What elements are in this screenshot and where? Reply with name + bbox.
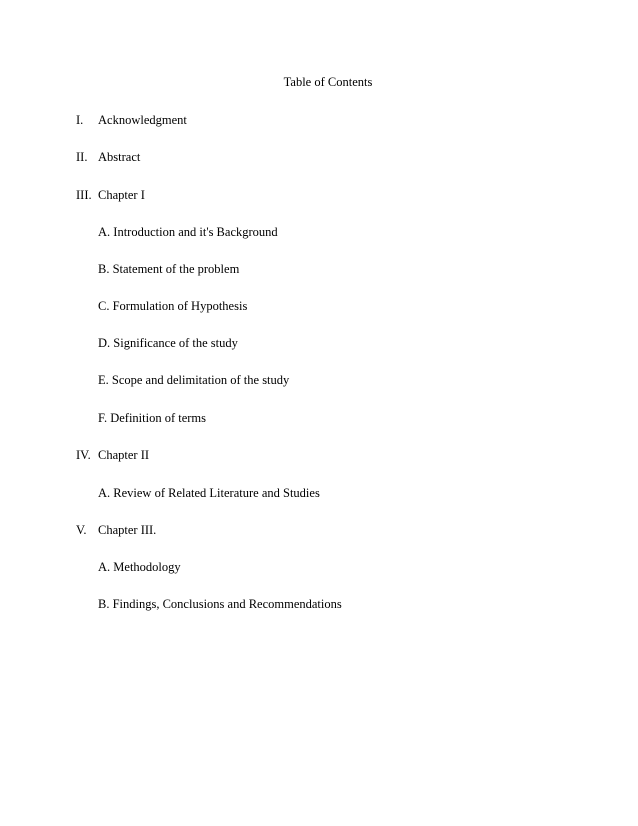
toc-entry-chapter-2 bbox=[76, 447, 576, 463]
toc-entry-number: IV. bbox=[76, 448, 91, 462]
toc-subentry-definition-of-terms: F. Definition of terms bbox=[98, 411, 207, 425]
toc-entry-chapter-1 bbox=[76, 187, 576, 203]
toc-entry-label: Chapter I bbox=[98, 188, 145, 202]
toc-subentry-findings-conclusions: B. Findings, Conclusions and Recommendations bbox=[98, 597, 342, 611]
toc-entry-number: III. bbox=[76, 188, 92, 202]
toc-subentry-statement-of-problem: B. Statement of the problem bbox=[98, 262, 240, 276]
toc-entry-number: I. bbox=[76, 113, 84, 127]
toc-subentry-scope-delimitation: E. Scope and delimitation of the study bbox=[98, 373, 290, 387]
toc-entry-number: V. bbox=[76, 523, 87, 537]
toc-entry-label: Chapter III. bbox=[98, 523, 157, 537]
toc-subentry-significance: D. Significance of the study bbox=[98, 336, 238, 350]
toc-subentry-review-of-literature: A. Review of Related Literature and Studies bbox=[98, 486, 320, 500]
toc-entry-label: Abstract bbox=[98, 150, 141, 164]
toc-entry-number: II. bbox=[76, 150, 88, 164]
toc-subentry-introduction: A. Introduction and it's Background bbox=[98, 225, 278, 239]
toc-entry-label: Chapter II bbox=[98, 448, 150, 462]
page-title: Table of Contents bbox=[283, 75, 373, 89]
toc-entry-chapter-3 bbox=[76, 522, 576, 538]
toc-entry-abstract bbox=[76, 149, 576, 165]
toc-entry-label: Acknowledgment bbox=[98, 113, 187, 127]
toc-entry-acknowledgment bbox=[76, 112, 576, 128]
toc-subentry-formulation-of-hypothesis: C. Formulation of Hypothesis bbox=[98, 299, 248, 313]
toc-subentry-methodology: A. Methodology bbox=[98, 560, 181, 574]
